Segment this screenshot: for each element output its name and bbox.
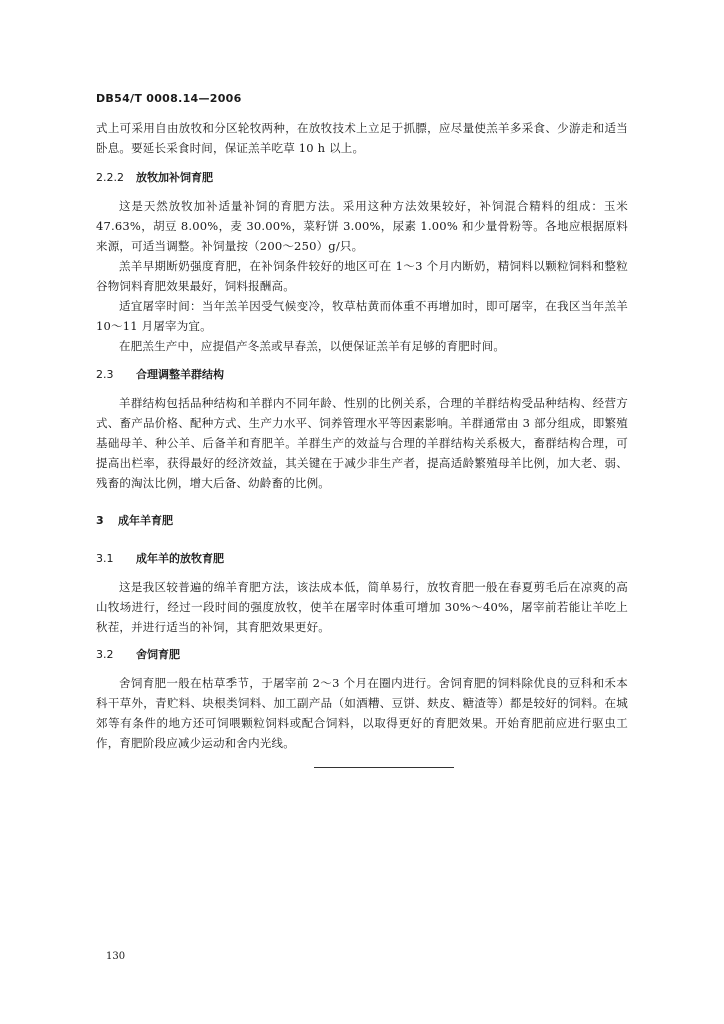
section-title: 成年羊育肥 [118,514,173,527]
section-number: 3.2 [96,648,114,661]
paragraph: 适宜屠宰时间：当年羔羊因受气候变冷，牧草枯黄而体重不再增加时，即可屠宰，在我区当年羔羊 10～11 月屠宰为宜。 [96,299,628,333]
section-heading-2-2-2 [96,168,628,188]
section-number: 3 [96,514,104,527]
paragraph: 这是天然放牧加补适量补饲的育肥方法。采用这种方法效果较好，补饲混合精料的组成：玉米 47.63%，胡豆 8.00%，麦 30.00%，菜籽饼 3.00%，尿素 1.00% 和少量骨粉等。各地应根据原料来源，可适当调整。补饲量按（200～250）g/只。 [96,199,628,253]
section-number: 2.3 [96,368,114,381]
paragraph: 舍饲育肥一般在枯草季节，于屠宰前 2～3 个月在圈内进行。舍饲育肥的饲料除优良的豆科和禾本科干草外，青贮料、块根类饲料、加工副产品（如酒糟、豆饼、麸皮、糖渣等）都是较好的饲料。在城郊等有条件的地方还可饲喂颗粒饲料或配合饲料，以取得更好的育肥效果。开始育肥前应进行驱虫工作，育肥阶段应减少运动和舍内光线。 [96,676,628,750]
document-code: DB54/T 0008.14—2006 [96,92,242,105]
paragraph: 羔羊早期断奶强度育肥，在补饲条件较好的地区可在 1～3 个月内断奶，精饲料以颗粒饲料和整粒谷物饲料育肥效果最好，饲料报酬高。 [96,259,628,293]
section-title: 舍饲育肥 [136,648,180,661]
section-title: 放牧加补饲育肥 [136,171,213,184]
section-title: 成年羊的放牧育肥 [136,552,224,565]
section-number: 2.2.2 [96,171,124,184]
section-heading-2-3 [96,365,628,385]
paragraph: 式上可采用自由放牧和分区轮牧两种，在放牧技术上立足于抓膘，应尽量使羔羊多采食、少游走和适当卧息。要延长采食时间，保证羔羊吃草 10 h 以上。 [96,121,628,155]
page-number: 130 [106,951,126,962]
paragraph: 羊群结构包括品种结构和羊群内不同年龄、性别的比例关系，合理的羊群结构受品种结构、经营方式、畜产品价格、配种方式、生产力水平、饲养管理水平等因素影响。羊群通常由 3 部分组成，即繁殖基础母羊、种公羊、后备羊和育肥羊。羊群生产的效益与合理的羊群结构关系极大，畜群结构合理，可提高出栏率，获得最好的经济效益，其关键在于减少非生产者，提高适龄繁殖母羊比例，加大老、弱、残畜的淘汰比例，增大后备、幼龄畜的比例。 [96,396,628,490]
section-title: 合理调整羊群结构 [136,368,224,381]
paragraph: 这是我区较普遍的绵羊育肥方法，该法成本低，简单易行，放牧育肥一般在春夏剪毛后在凉爽的高山牧场进行，经过一段时间的强度放牧，使羊在屠宰时体重可增加 30%～40%，屠宰前若能让羊吃上秋茬，并进行适当的补饲，其育肥效果更好。 [96,580,628,634]
section-heading-3 [96,511,628,531]
section-heading-3-2 [96,645,628,665]
section-number: 3.1 [96,552,114,565]
document-body [96,118,628,753]
paragraph: 在肥羔生产中，应提倡产冬羔或早春羔，以便保证羔羊有足够的育肥时间。 [119,339,506,353]
end-of-text-rule [314,767,454,768]
section-heading-3-1 [96,549,628,569]
